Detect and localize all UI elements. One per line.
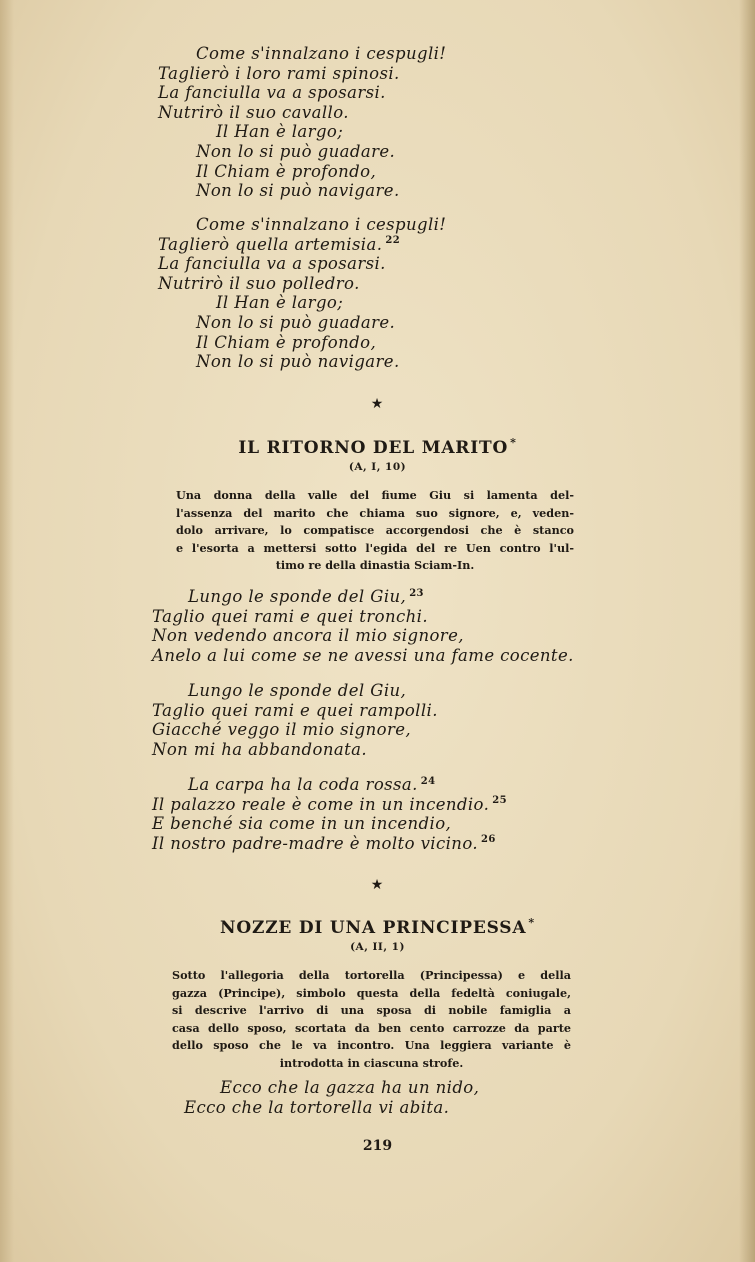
- title-asterisk: *: [510, 436, 517, 450]
- title-asterisk: *: [528, 916, 535, 930]
- verse-line: Il Chiam è profondo,: [196, 332, 377, 352]
- verse-line: Nutrirò il suo polledro.: [158, 273, 360, 293]
- summary-line: timo re della dinastia Sciam-In.: [275, 558, 475, 573]
- summary-line: casa dello sposo, scortata da ben cento carrozze da parte: [172, 1020, 571, 1035]
- verse-line: Come s'innalzano i cespugli!: [196, 215, 447, 234]
- verse-line: Nutrirò il suo cavallo.: [158, 102, 349, 122]
- verse-line: Non lo si può guadare.: [196, 141, 396, 161]
- summary-line: dolo arrivare, lo compatisce accorgendosi che è stanco: [176, 523, 574, 538]
- verse-line: Non vedendo ancora il mio signore,: [152, 626, 464, 646]
- verse-line: Come s'innalzano i cespugli!: [196, 44, 447, 63]
- summary-line: l'assenza del marito che chiama suo signore, e, veden-: [176, 505, 574, 520]
- page-number: 219: [362, 1138, 393, 1154]
- verse-line: Il nostro padre-madre è molto vicino. $^{26}$: [152, 833, 496, 853]
- verse-line: Il Han è largo;: [216, 122, 344, 142]
- summary-line: e l'esorta a mettersi sotto l'egida del re Uen contro l'ul-: [176, 540, 574, 555]
- footnote-ref: 26: [481, 834, 496, 846]
- summary-line: gazza (Principe), simbolo questa della fedeltà coniugale,: [172, 985, 571, 1000]
- verse-line: Taglio quei rami e quei tronchi.: [152, 606, 428, 626]
- star-separator: ★: [370, 877, 384, 893]
- section-summary: [176, 487, 574, 575]
- footnote-ref: 24: [420, 775, 436, 787]
- footnote-ref: 22: [385, 235, 401, 247]
- page-edge-left: [0, 0, 14, 1262]
- star-separator: ★: [370, 396, 384, 412]
- verse-line: Lungo le sponde del Giu,: [188, 681, 407, 700]
- section1-stanza-2: [152, 681, 438, 759]
- section-title: NOZZE DI UNA PRINCIPESSA *: [220, 916, 535, 938]
- verse-line: Taglio quei rami e quei rampolli.: [152, 700, 438, 720]
- page-edge-right: [739, 0, 755, 1262]
- verse-line: Non lo si può navigare.: [196, 181, 400, 201]
- verse-line: Taglierò quella artemisia. $^{22}$: [158, 234, 401, 254]
- verse-line: Il Chiam è profondo,: [196, 161, 377, 181]
- verse-line: Il Han è largo;: [216, 293, 344, 313]
- verse-line: Ecco che la gazza ha un nido,: [220, 1078, 480, 1097]
- footnote-ref: 23: [409, 587, 424, 599]
- verse-line: Non lo si può guadare.: [196, 312, 396, 332]
- summary-line: Una donna della valle del fiume Giu si lamenta del-: [176, 488, 574, 502]
- verse-line: La fanciulla va a sposarsi.: [158, 83, 386, 103]
- poem1-stanza-2: [158, 215, 446, 372]
- verse-line: Taglierò i loro rami spinosi.: [158, 63, 400, 83]
- verse-line: Non lo si può navigare.: [196, 352, 400, 372]
- section-summary: [172, 967, 571, 1073]
- verse-line: Ecco che la tortorella vi abita.: [184, 1097, 450, 1117]
- section1-stanza-1: [152, 587, 574, 665]
- summary-line: dello sposo che le va incontro. Una leggiera variante è: [172, 1038, 571, 1053]
- verse-line: E benché sia come in un incendio,: [152, 814, 452, 834]
- section-title: IL RITORNO DEL MARITO *: [238, 436, 517, 458]
- verse-line: Il palazzo reale è come in un incendio. $^{25}$: [152, 794, 507, 814]
- poem1-stanza-1: [158, 44, 446, 201]
- section-reference: (A, I, 10): [348, 461, 407, 473]
- summary-line: si descrive l'arrivo di una sposa di nobile famiglia a: [172, 1003, 571, 1018]
- verse-line: Non mi ha abbandonata.: [152, 739, 368, 759]
- footnote-ref: 25: [492, 795, 507, 807]
- verse-line: La fanciulla va a sposarsi.: [158, 254, 386, 274]
- verse-line: Anelo a lui come se ne avessi una fame cocente.: [152, 645, 574, 665]
- verse-line: Giacché veggo il mio signore,: [152, 720, 412, 740]
- verse-line: La carpa ha la coda rossa. $^{24}$: [188, 775, 436, 794]
- section1-stanza-3: [152, 775, 507, 853]
- summary-line: introdotta in ciascuna strofe.: [279, 1055, 464, 1070]
- summary-line: Sotto l'allegoria della tortorella (Principessa) e della: [172, 968, 571, 982]
- verse-line: Lungo le sponde del Giu, $^{23}$: [188, 587, 424, 606]
- section2-stanza-1: [184, 1078, 479, 1117]
- section-reference: (A, II, 1): [350, 941, 405, 953]
